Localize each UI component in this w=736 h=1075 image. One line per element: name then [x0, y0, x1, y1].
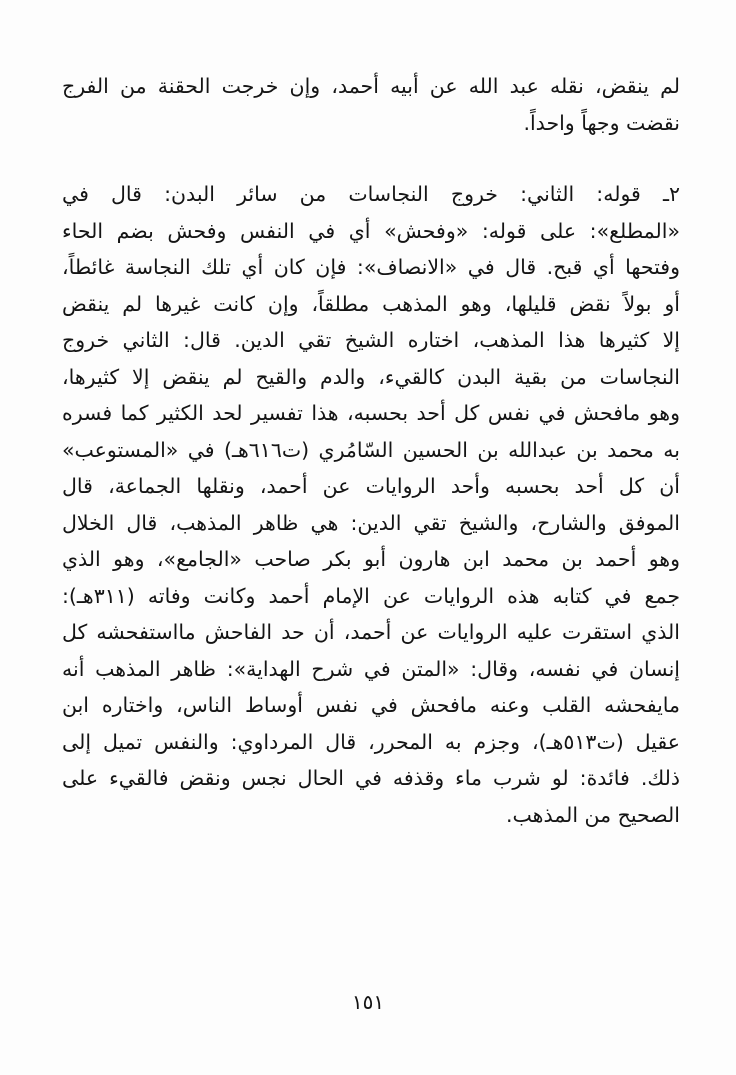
paragraph-2	[62, 176, 680, 833]
text-line: الموفق والشارح، والشيخ تقي الدين: هي ظاهر المذهب، قال الخلال	[62, 510, 680, 535]
text-line: مايفحشه القلب وعنه مافحش في نفس أوساط الناس، واختاره ابن	[62, 693, 680, 717]
text-line: الذي استقرت عليه الروايات عن أحمد، أن حد الفاحش مااستفحشه كل	[62, 620, 680, 644]
text-line: ٢ـ قوله: الثاني: خروج النجاسات من سائر البدن: قال في	[62, 182, 680, 206]
text-line: وفتحها أي قبح. قال في «الانصاف»: فإن كان أي تلك النجاسة غائطاً،	[62, 255, 680, 279]
text-line: النجاسات من بقية البدن كالقيء، والدم والقيح لم ينقض إلا كثيرها،	[62, 364, 680, 389]
text-line: عقيل (ت٥١٣هـ)، وجزم به المحرر، قال المرداوي: والنفس تميل إلى	[62, 729, 680, 754]
text-line: نقضت وجهاً واحداً.	[523, 110, 680, 135]
text-line: ذلك. فائدة: لو شرب ماء وقذفه في الحال نجس ونقض فالقيء على	[62, 766, 680, 790]
paragraph-1	[62, 68, 680, 141]
text-line: أو بولاً نقض قليلها، وهو المذهب مطلقاً، وإن كانت غيرها لم ينقض	[62, 291, 680, 316]
text-line: وهو مافحش في نفس كل أحد بحسبه، هذا تفسير لحد الكثير كما فسره	[62, 401, 680, 425]
page-number: ١٥١	[351, 990, 385, 1014]
text-line: إنسان في نفسه، وقال: «المتن في شرح الهداية»: ظاهر المذهب أنه	[62, 656, 680, 681]
text-line: لم ينقض، نقله عبد الله عن أبيه أحمد، وإن خرجت الحقنة من الفرج	[62, 74, 680, 98]
text-line: أن كل أحد بحسبه وأحد الروايات عن أحمد، ونقلها الجماعة، قال	[62, 474, 680, 498]
text-line: الصحيح من المذهب.	[506, 802, 680, 827]
text-line: وهو أحمد بن محمد ابن هارون أبو بكر صاحب «الجامع»، وهو الذي	[62, 547, 680, 571]
text-line: «المطلع»: على قوله: «وفحش» أي في النفس وفحش بضم الحاء	[62, 218, 680, 243]
text-line: به محمد بن عبدالله بن الحسين السّامُري (ت٦١٦هـ) في «المستوعب»	[62, 437, 680, 462]
text-line: جمع في كتابه هذه الروايات عن الإمام أحمد وكانت وفاته (٣١١هـ):	[62, 583, 680, 608]
text-line: إلا كثيرها هذا المذهب، اختاره الشيخ تقي الدين. قال: الثاني خروج	[62, 328, 680, 352]
